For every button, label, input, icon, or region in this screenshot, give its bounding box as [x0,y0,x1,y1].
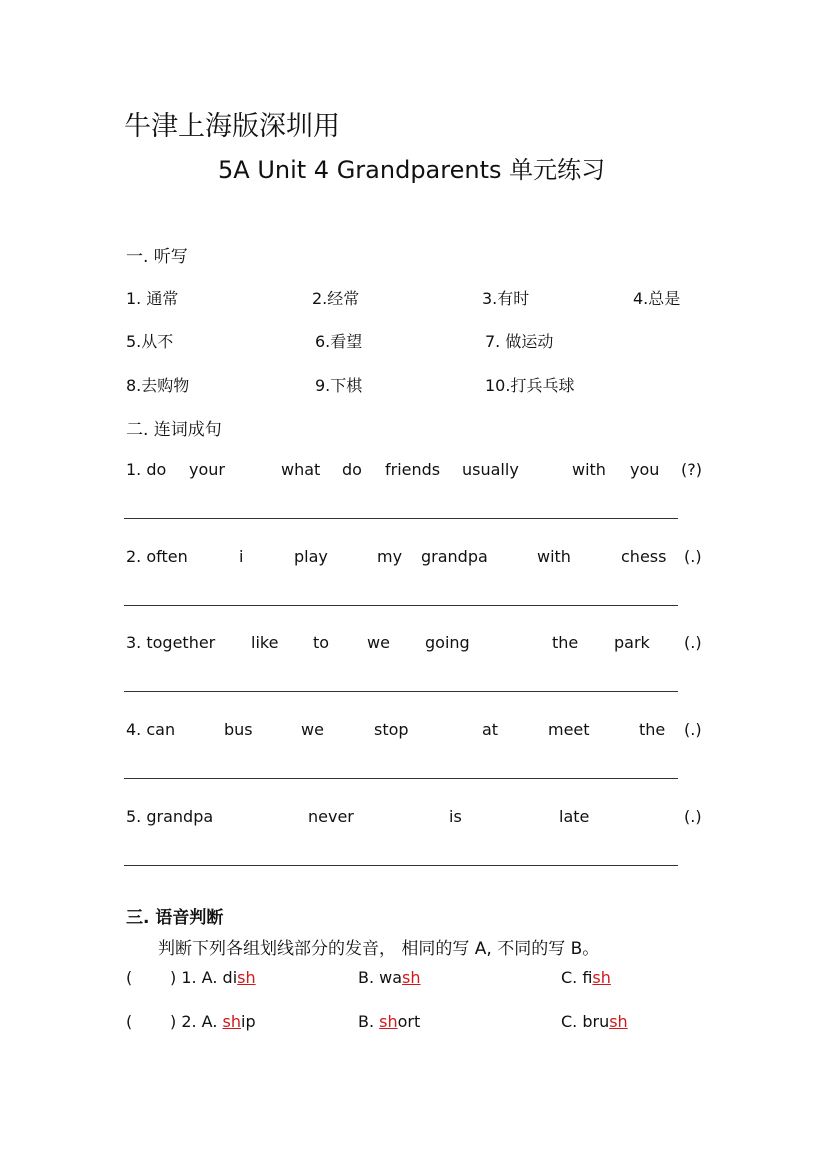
scrambled-word: usually [462,460,519,479]
answer-paren-open: ( [126,968,133,987]
scrambled-word: like [251,633,279,652]
dictation-item: 7. 做运动 [485,332,554,351]
dictation-item: 5.从不 [126,332,174,351]
scrambled-word: to [313,633,330,652]
page-subtitle: 5A Unit 4 Grandparents 单元练习 [218,156,606,184]
scrambled-word: grandpa [421,547,488,566]
scrambled-word: we [301,720,324,739]
section1-heading: 一. 听写 [126,247,188,267]
dictation-item: 2.经常 [312,289,360,308]
option-b: B. wash [358,968,421,987]
scrambled-word: never [308,807,354,826]
scrambled-word: i [239,547,244,566]
answer-blank[interactable] [145,968,169,988]
answer-line[interactable] [124,605,678,606]
punctuation-hint: (?) [681,460,702,479]
scrambled-word: play [294,547,328,566]
scrambled-word: bus [224,720,253,739]
option-c: C. fish [561,968,611,987]
answer-line[interactable] [124,865,678,866]
section3-instruction: 判断下列各组划线部分的发音， 相同的写 A, 不同的写 B。 [158,939,600,959]
question-number: ) 1. A. dish [170,968,256,987]
answer-line[interactable] [124,778,678,779]
scrambled-word: 5. grandpa [126,807,214,826]
answer-paren-open: ( [126,1012,133,1031]
scrambled-word: stop [374,720,409,739]
scrambled-word: meet [548,720,590,739]
scrambled-word: the [552,633,579,652]
question-number: ) 2. A. ship [170,1012,256,1031]
scrambled-word: late [559,807,590,826]
scrambled-word: at [482,720,499,739]
section3-heading: 三. 语音判断 [126,908,224,928]
scrambled-word: 4. can [126,720,176,739]
scrambled-word: my [377,547,403,566]
scrambled-word: we [367,633,390,652]
underlined-sound: sh [592,968,611,987]
dictation-item: 6.看望 [315,332,363,351]
scrambled-word: chess [621,547,667,566]
punctuation-hint: (.) [684,547,702,566]
option-b: B. short [358,1012,421,1031]
punctuation-hint: (.) [684,633,702,652]
scrambled-word: the [639,720,666,739]
scrambled-word: with [572,460,606,479]
scrambled-word: do [342,460,362,479]
scrambled-word: with [537,547,571,566]
scrambled-word: what [281,460,321,479]
underlined-sound: sh [609,1012,628,1031]
page-title: 牛津上海版深圳用 [124,111,340,142]
answer-line[interactable] [124,691,678,692]
underlined-sound: sh [237,968,256,987]
scrambled-word: is [449,807,462,826]
answer-blank[interactable] [145,1012,169,1032]
dictation-item: 1. 通常 [126,289,179,308]
section2-heading: 二. 连词成句 [126,420,222,440]
scrambled-word: friends [385,460,441,479]
scrambled-word: 3. together [126,633,216,652]
punctuation-hint: (.) [684,720,702,739]
dictation-item: 3.有时 [482,289,530,308]
option-c: C. brush [561,1012,628,1031]
scrambled-word: 1. do [126,460,167,479]
answer-line[interactable] [124,518,678,519]
punctuation-hint: (.) [684,807,702,826]
scrambled-word: 2. often [126,547,188,566]
scrambled-word: going [425,633,470,652]
underlined-sound: sh [222,1012,242,1031]
dictation-item: 4.总是 [633,289,681,308]
dictation-item: 8.去购物 [126,376,190,395]
underlined-sound: sh [379,1012,398,1031]
scrambled-word: you [630,460,660,479]
scrambled-word: park [614,633,650,652]
dictation-item: 9.下棋 [315,376,363,395]
dictation-item: 10.打兵乓球 [485,376,575,395]
underlined-sound: sh [402,968,421,987]
scrambled-word: your [189,460,225,479]
